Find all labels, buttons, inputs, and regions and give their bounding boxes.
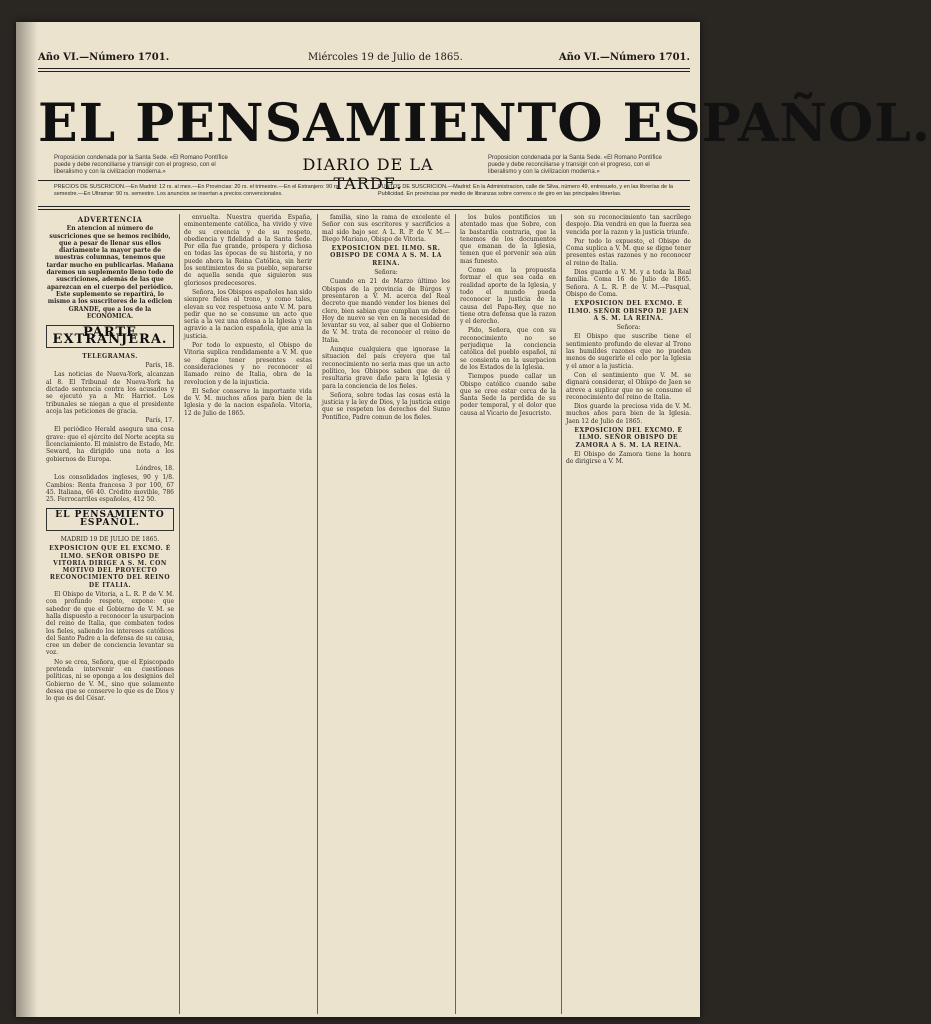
- newspaper-page: [16, 22, 931, 1017]
- section-title-home: EL PENSAMIENTO ESPAÑOL.: [46, 508, 174, 531]
- article-text: Pido, Señora, que con su reconocimiento no se perjudique la conciencia católica del pueblo español, ni se consienta en la usurpacion de los Estados de la Iglesia.: [460, 327, 556, 371]
- article-text: Dios guarde la preciosa vida de V. M. muchos años para bien de la Iglesia. Jaen 12 de Julio de 1865.: [566, 403, 691, 425]
- column-divider: [561, 214, 562, 1014]
- dateline: París, 18.: [145, 362, 174, 370]
- issue-number-left: Año VI.—Número 1701.: [38, 52, 170, 63]
- article-text: Dios guarde a V. M. y a toda la Real familia. Coma 16 de Julio de 1865. Señora. A L. R. P. de V. M.—Pasqual, Obispo de Coma.: [566, 269, 691, 298]
- article-text: El Señor conserve la importante vida de V. M. muchos años para bien de la Iglesia y de la nacion española. Vitoria, 12 de Julio de 1865.: [184, 387, 312, 417]
- motto-right: Proposicion condenada por la Santa Sede. «El Romano Pontífice puede y debe reconciliarse y transigir con el progreso, con el liberalismo y con la civilizacion moderna.»: [488, 155, 662, 175]
- column-divider: [317, 214, 318, 1014]
- article-text: familia, sino la rama de excelente el Señor con sus escritores y sacrificios a mal sido bajo ser. A L. R. P. de V. M.—Diego Mariano, Obispo de Vitoria.: [322, 214, 450, 243]
- column-3: [322, 214, 450, 1014]
- top-rule-2: [38, 71, 690, 72]
- article-text: Señora, los Obispos españoles han sido siempre fieles al trono, y como tales, elevan su voz respetuosa ante V. M. para pedir que no se consume un acto que sería a la vez una ofensa a la Iglesia y un agravio a la nacion española, que ama la justicia.: [184, 288, 312, 340]
- telegram-text: Las noticias de Nueva-York, alcanzan al 8. El Tribunal de Nueva-York ha dictado sentencia contra los acusados y se ejecutó ya a Mr. Harriot. Los tribunales se niegan a que el presidente acoja las peticiones de gracia.: [46, 371, 174, 415]
- article-text: No se crea, Señora, que el Episcopado pretenda intervenir en cuestiones políticas, ni se oponga a los designios del Gobierno de V. M., sino que solamente desea que se conserve lo que es de Dios y lo que es del César.: [46, 658, 174, 703]
- article-text: El Obispo que suscribe tiene el sentimiento profundo de elevar al Trono las humildes razones que no pueden menos de sugerirle el celo por la Iglesia y el amor a la justicia.: [566, 333, 691, 370]
- column-divider: [179, 214, 180, 1014]
- issue-date: Miércoles 19 de Julio de 1865.: [308, 52, 463, 63]
- section-title-foreign: PARTE EXTRANJERA.: [46, 325, 174, 348]
- issue-number-right: Año VI.—Número 1701.: [558, 52, 690, 63]
- info-rule-top: [38, 180, 690, 181]
- notice-text: En atencion al número de suscriciones que se hemos recibido, que a pesar de llenar sus ellos diariamente la mayor parte de nuestras columnas, tenemos que tardar mucho en publicarlas. Mañana daremos un suplemento lleno todo de suscriciones, además de las que aparezcan en el cuerpo del periódico. Este suplemento se repartirá, lo mismo a los suscritores de la edicion GRANDE, que a los de la ECONÓMICA.: [46, 225, 174, 320]
- article-heading: EXPOSICION DEL EXCMO. É ILMO. SEÑOR OBISPO DE JAEN A S. M. LA REINA.: [567, 300, 690, 322]
- article-text: Con el sentimiento que V. M. se dignará considerar, el Obispo de Jaen se atreve a suplicar que no se consume el reconocimiento del reino de Italia.: [566, 371, 691, 401]
- info-rule-bottom-2: [38, 209, 690, 210]
- article-text: envuelta. Nuestra querida España, eminentemente católica, ha vivido y vive de su creencia y de su respeto, obediencia y fidelidad a la Santa Sede. Por ella fue grande, próspera y dichosa en todas las épocas de su historia, y no puede ahora la Reina Católica, sin herir los sentimientos de su pueblo, separarse de aquella senda que siguieron sus gloriosos predecesores.: [184, 214, 312, 287]
- telegram-text: El periódico Herald asegura una cosa grave: que el ejército del Norte acepta su licenciamiento. El ministro de Estado, Mr. Seward, ha dirigido una nota a los gobiernos de Europa.: [46, 426, 174, 463]
- column-5: [566, 214, 691, 1014]
- article-text: El Obispo de Zamora tiene la honra de dirigirse a V. M.: [566, 450, 691, 466]
- article-text: son su reconocimiento tan sacrílego despojo. Dia vendrá en que la fuerza sea vencida por la razon y la justicia triunfe.: [566, 214, 691, 236]
- article-text: los bulos pontificios un atentado mas que Sobre, con la bastardía contraria, que la tenemos de los documentos que emanan de la Iglesia, temen que el porvenir sea aún mas funesto.: [460, 214, 556, 265]
- dateline: Lóndres, 18.: [135, 464, 174, 472]
- salutation: Señora:: [616, 324, 641, 332]
- notice-title: ADVERTENCIA: [77, 215, 143, 224]
- top-rule: [38, 68, 690, 69]
- motto-left: Proposicion condenada por la Santa Sede. «El Romano Pontífice puede y debe reconciliarse y transigir con el progreso, con el liberalismo y con la civilizacion moderna.»: [54, 155, 228, 175]
- article-text: Como en la propuesta formar el que sea cada en realidad aporte de la Iglesia, y todo el mundo pueda reconocer la justicia de la causa del Papa-Rey, que no tiene otra defensa que la razon y el derecho.: [460, 267, 556, 326]
- salutation: Señora:: [374, 269, 398, 277]
- telegrams-title: TELEGRAMAS.: [82, 352, 138, 360]
- article-heading: EXPOSICION DEL EXCMO. É ILMO. SEÑOR OBISPO DE ZAMORA A S. M. LA REINA.: [574, 427, 683, 449]
- article-text: Por todo lo expuesto, el Obispo de Vitoria suplica rendidamente a V. M. que se digne tener presentes estas consideraciones y no reconocer el llamado reino de Italia, obra de la revolucion y de la injusticia.: [184, 342, 312, 386]
- subscription-prices: PRECIOS DE SUSCRICION.—En Madrid: 12 rs. al mes.—En Provincias: 20 rs. el trimestre.—En el Extranjero: 90 rs. semestre.—En Ultramar: 90 rs. semestre. Los anuncios se insertan a precios convencionales.: [54, 184, 340, 197]
- article-text: Cuando en 21 de Marzo último los Obispos de la provincia de Búrgos y presentaron a V. M. acerca del Real decreto que mandó vender los bienes del clero, bien sabian que cumplian un deber. Hoy de nuevo se ven en la necesidad de levantar su voz, al saber que el Gobierno de V. M. trata de reconocer el reino de Italia.: [322, 278, 450, 344]
- top-line: [38, 52, 690, 66]
- masthead-subtitle: DIARIO DE LA TARDE.: [302, 155, 434, 193]
- article-text: Tiempos puede callar un Obispo católico cuando sabe que se cree estar cerca de la Santa Sede la perdida de su poder temporal, y el dolor que causa al Vicario de Jesucristo.: [460, 373, 556, 417]
- article-text: Aunque cualquiera que ignorase la situacion del país creyera que tal reconocimiento no seria mas que un acto político, los Obispos saben que de él resultaria grave daño para la Iglesia y para la conciencia de los fieles.: [322, 346, 450, 390]
- market-prices: Los consolidados ingleses, 90 y 1/8. Cambios: Renta francesa 3 por 100, 67 45. Italiana, 66 40. Crédito movible, 786 25. Ferrocarriles españoles, 412 50.: [46, 474, 174, 504]
- subscription-points: PUNTOS DE SUSCRICION.—Madrid: En la Administracion, calle de Silva, número 49, entresuelo, y en las librerías de la Publicidad. En provincias por medio de libranzas sobre correos o de giro en las principales librerías.: [378, 184, 673, 197]
- section-date: MADRID 19 DE JULIO DE 1865.: [60, 535, 160, 543]
- info-rule-bottom: [38, 206, 690, 207]
- article-heading: EXPOSICION DEL ILMO. SR. OBISPO DE COMA A S. M. LA REINA.: [330, 245, 442, 267]
- article-text: Señora, sobre todas las cosas está la justicia y la ley de Dios, y la justicia exige que se respeten los derechos del Sumo Pontífice, Padre comun de los fieles.: [322, 391, 450, 421]
- subscription-info: [38, 184, 690, 204]
- column-1: [46, 214, 174, 1014]
- binding-shadow: [16, 22, 38, 1017]
- column-2: [184, 214, 312, 1014]
- article-text: Por todo lo expuesto, el Obispo de Coma suplica a V. M. que se digne tener presentes estas razones y no reconocer el reino de Italia.: [566, 237, 691, 267]
- masthead-title: EL PENSAMIENTO ESPAÑOL.: [38, 93, 931, 154]
- dateline: París, 17.: [145, 417, 174, 425]
- column-divider: [455, 214, 456, 1014]
- article-text: El Obispo de Vitoria, a L. R. P. de V. M. con profundo respeto, expone: que sabedor de que el Gobierno de V. M. se halla dispuesto a reconocer la usurpacion del reino de Italia, que combaten todos los fieles, saliendo los intereses católicos del Santo Padre a la defensa de su causa, cree un deber de conciencia levantar su voz.: [46, 591, 174, 657]
- article-heading: EXPOSICION QUE EL EXCMO. É ILMO. SEÑOR OBISPO DE VITORIA DIRIGE A S. M. CON MOTIVO DEL PROYECTO RECONOCIMIENTO DEL REINO DE ITALIA.: [49, 545, 171, 589]
- column-4: [460, 214, 556, 1014]
